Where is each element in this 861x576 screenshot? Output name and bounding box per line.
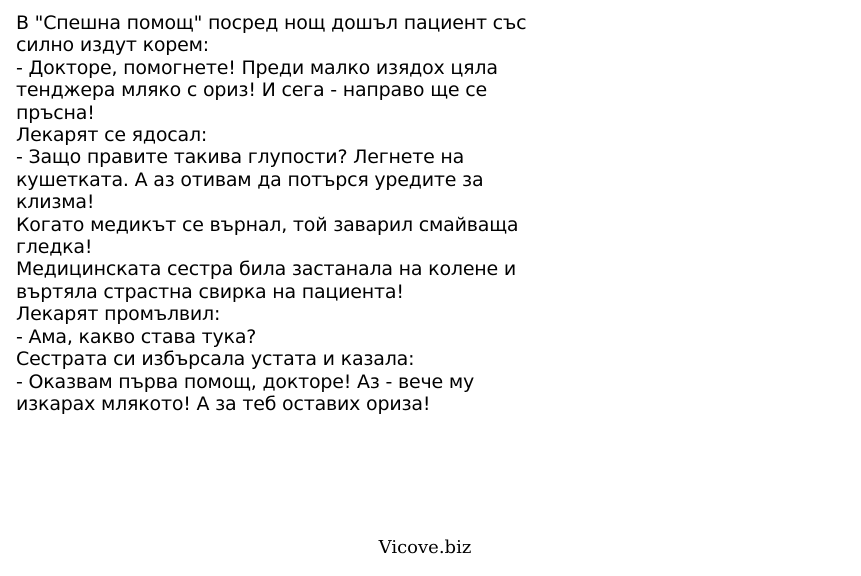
- joke-line: - Защо правите такива глупости? Легнете на: [16, 146, 465, 169]
- site-watermark: Vicove.biz: [378, 537, 472, 558]
- joke-line: клизма!: [16, 191, 95, 214]
- joke-line: Медицинската сестра била застанала на колене и: [16, 258, 517, 281]
- joke-line: изкарах млякото! А за теб оставих ориза!: [16, 392, 431, 415]
- joke-line: - Оказвам първа помощ, докторе! Аз - вече му: [16, 370, 475, 393]
- joke-line: Сестрата си избърсала устата и казала:: [16, 348, 415, 371]
- joke-line: гледка!: [16, 236, 93, 259]
- joke-line: въртяла страстна свирка на пациента!: [16, 280, 404, 303]
- joke-line: Когато медикът се върнал, той заварил смайваща: [16, 213, 519, 236]
- joke-line: - Ама, какво става тука?: [16, 325, 257, 348]
- joke-text: [16, 12, 576, 415]
- joke-line: тенджера мляко с ориз! И сега - направо ще се: [16, 79, 487, 102]
- joke-line: Лекарят се ядосал:: [16, 124, 208, 147]
- joke-line: пръсна!: [16, 101, 95, 124]
- joke-line: Лекарят промълвил:: [16, 303, 221, 326]
- joke-line: кушетката. А аз отивам да потърся уредите за: [16, 168, 484, 191]
- joke-line: В "Спешна помощ" посред нощ дошъл пациент със: [16, 12, 527, 34]
- joke-line: - Докторе, помогнете! Преди малко изядох цяла: [16, 56, 498, 79]
- joke-line: силно издут корем:: [16, 34, 209, 57]
